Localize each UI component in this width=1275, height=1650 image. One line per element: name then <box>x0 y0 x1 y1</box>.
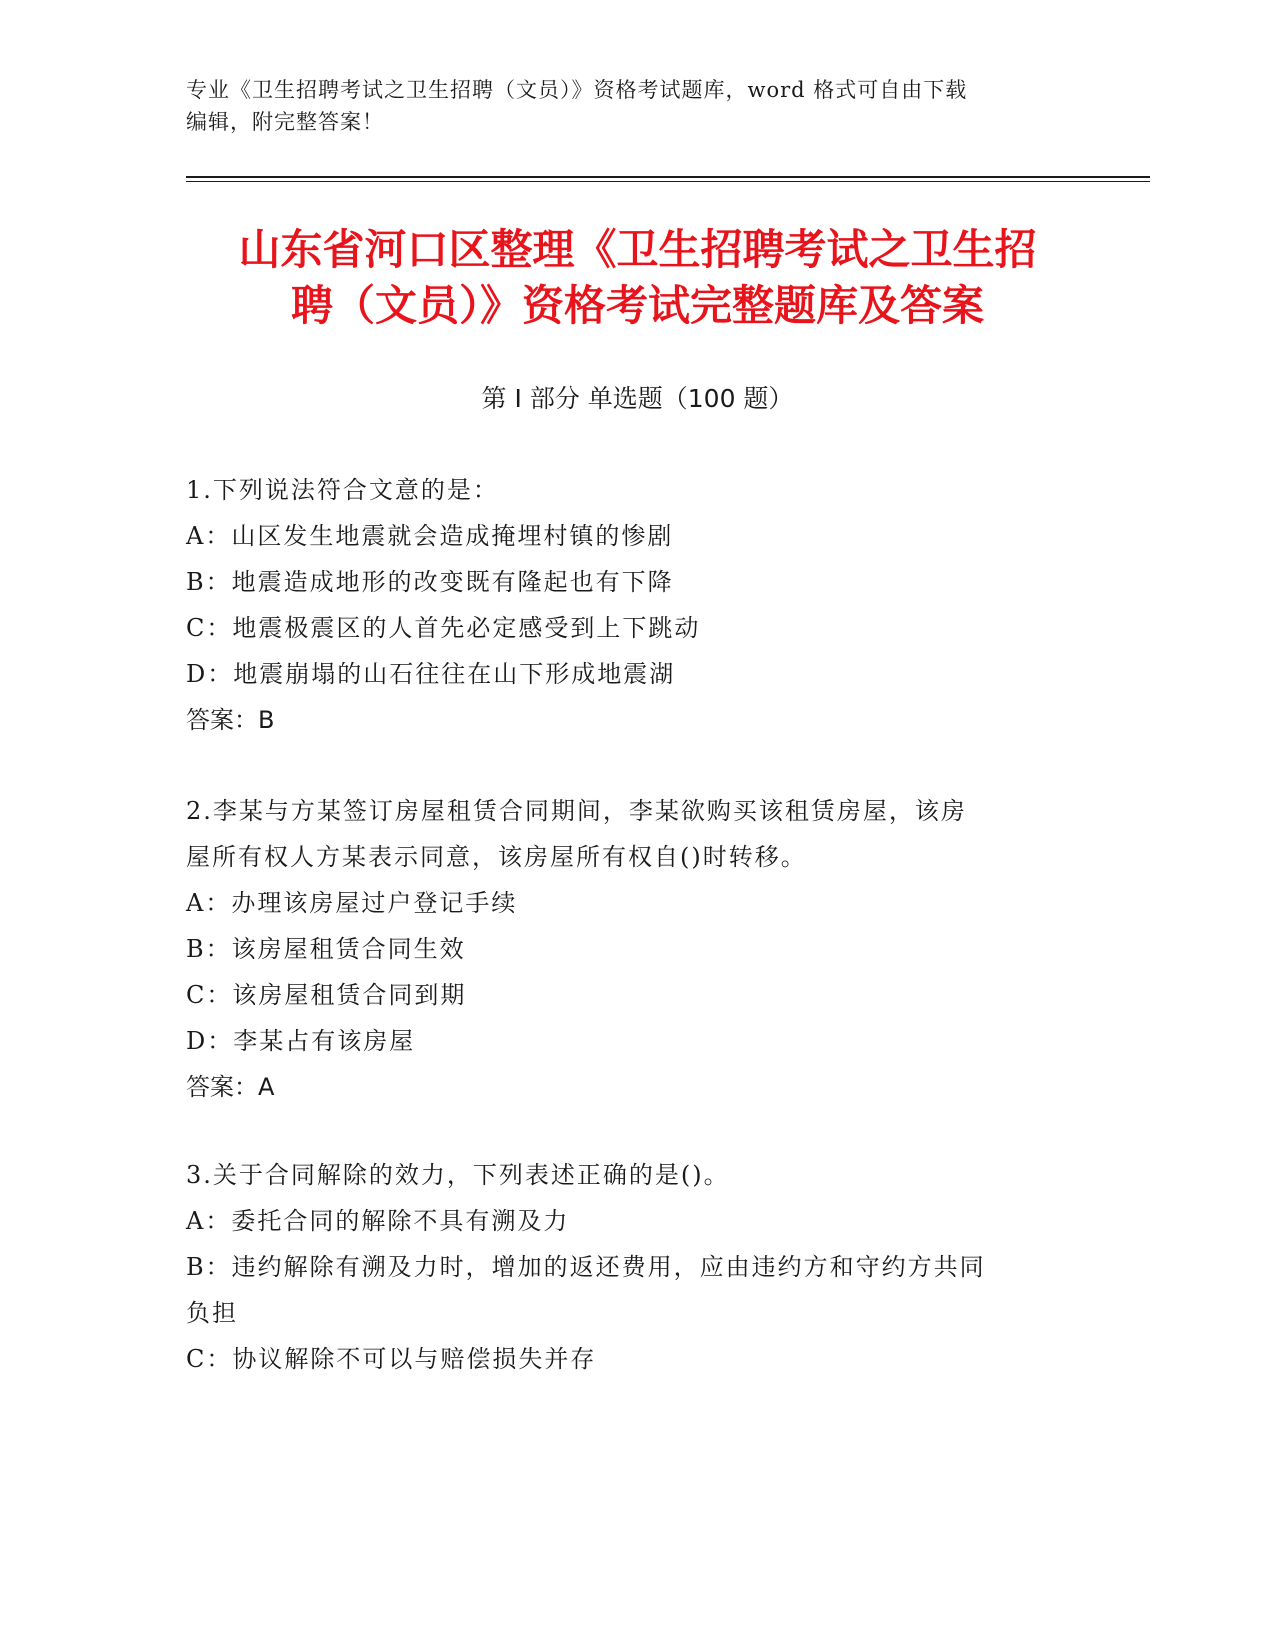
option-c: C：该房屋租赁合同到期 <box>186 981 467 1009</box>
document-title-line: 聘（文员）》资格考试完整题库及答案 <box>290 281 984 330</box>
question-block <box>186 467 1066 743</box>
section-title: 第 I 部分 单选题（100 题） <box>481 384 794 413</box>
option-b: B：违约解除有溯及力时，增加的返还费用，应由违约方和守约方共同 <box>186 1253 986 1281</box>
header-divider <box>186 176 1150 178</box>
option-d: D：李某占有该房屋 <box>186 1027 416 1055</box>
option-a: A：山区发生地震就会造成掩埋村镇的惨剧 <box>186 522 674 550</box>
option-a: A：办理该房屋过户登记手续 <box>186 889 518 917</box>
question-block <box>186 788 1066 1110</box>
option-c: C：地震极震区的人首先必定感受到上下跳动 <box>186 614 701 642</box>
header-note <box>186 74 1066 138</box>
option-b: B：该房屋租赁合同生效 <box>186 935 466 963</box>
option-b: B：地震造成地形的改变既有隆起也有下降 <box>186 568 674 596</box>
question-stem: 2.李某与方某签订房屋租赁合同期间，李某欲购买该租赁房屋，该房 <box>186 797 967 825</box>
option-b-continued: 负担 <box>186 1299 238 1327</box>
option-a: A：委托合同的解除不具有溯及力 <box>186 1207 570 1235</box>
option-c: C：协议解除不可以与赔偿损失并存 <box>186 1345 597 1373</box>
question-block <box>186 1152 1066 1382</box>
answer-line: 答案：A <box>186 1073 275 1101</box>
header-note-line: 编辑，附完整答案！ <box>186 110 384 134</box>
question-stem: 1.下列说法符合文意的是： <box>186 476 499 504</box>
document-title-line: 山东省河口区整理《卫生招聘考试之卫生招 <box>238 225 1037 274</box>
answer-line: 答案：B <box>186 706 275 734</box>
header-note-line: 专业《卫生招聘考试之卫生招聘（文员）》资格考试题库，word 格式可自由下载 <box>186 78 968 102</box>
question-stem-continued: 屋所有权人方某表示同意，该房屋所有权自()时转移。 <box>186 843 807 871</box>
option-d: D：地震崩塌的山石往往在山下形成地震湖 <box>186 660 676 688</box>
header-divider-thin <box>186 181 1150 182</box>
question-stem: 3.关于合同解除的效力，下列表述正确的是()。 <box>186 1161 730 1189</box>
document-title <box>160 222 1115 334</box>
